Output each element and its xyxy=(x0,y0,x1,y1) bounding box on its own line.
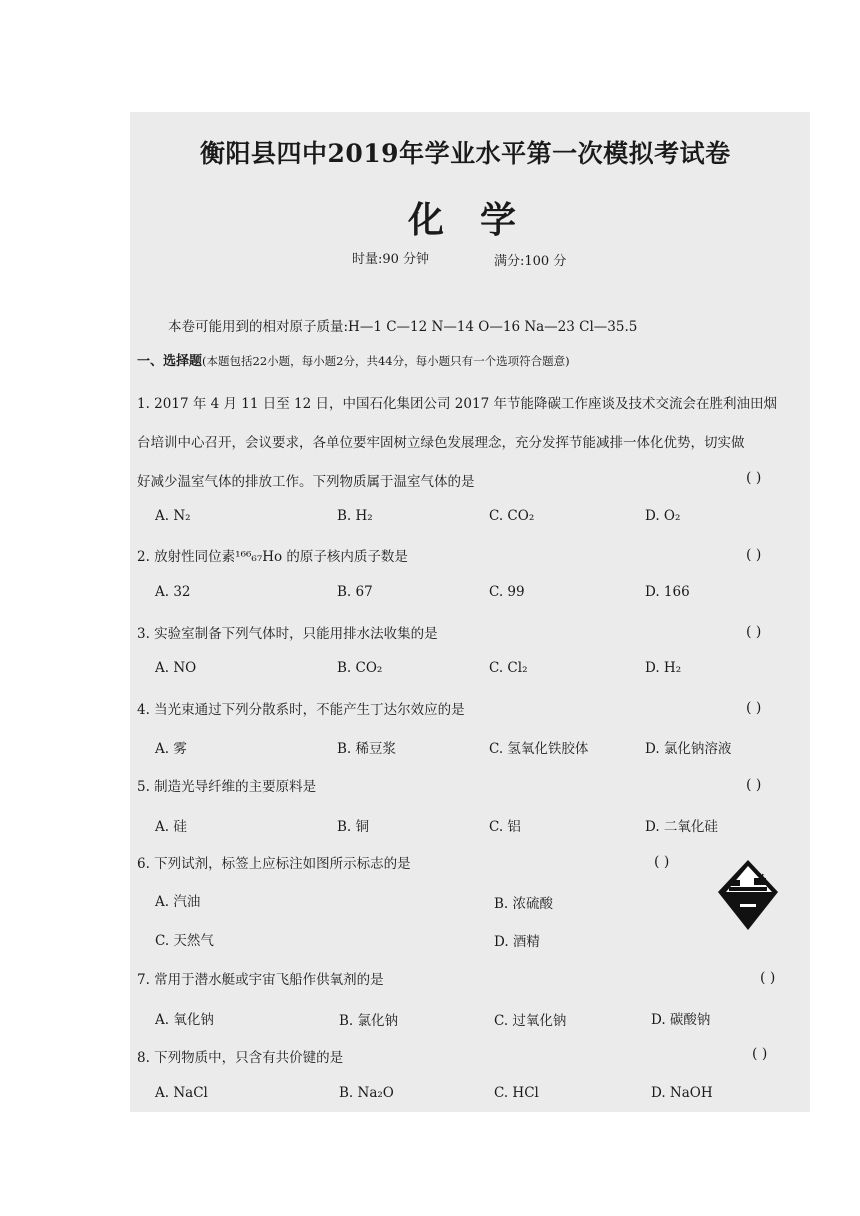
question-2-option-c: C. 99 xyxy=(489,584,525,600)
question-1-option-a: A. N₂ xyxy=(155,508,191,524)
section-title: 一、选择题 xyxy=(137,354,203,369)
question-3-option-b: B. CO₂ xyxy=(337,660,383,676)
question-8-option-a: A. NaCl xyxy=(155,1085,208,1101)
question-7-option-d: D. 碳酸钠 xyxy=(651,1012,711,1028)
question-1-option-d: D. O₂ xyxy=(645,508,681,524)
question-4-answer-blank: ( ) xyxy=(746,700,762,716)
question-5-option-a: A. 硅 xyxy=(155,819,187,835)
question-5-option-d: D. 二氧化硅 xyxy=(645,819,718,835)
question-1-line-1: 1. 2017 年 4 月 11 日至 12 日，中国石化集团公司 2017 年节能降碳工作座谈及技术交流会在胜利油田烟 xyxy=(137,396,777,412)
section-note: (本题包括22小题，每小题2分，共44分，每小题只有一个选项符合题意) xyxy=(202,354,570,368)
question-4-option-c: C. 氢氧化铁胶体 xyxy=(489,741,589,757)
question-2-option-d: D. 166 xyxy=(645,584,690,600)
exam-sheet xyxy=(130,112,810,1112)
question-2-answer-blank: ( ) xyxy=(746,547,762,563)
question-8-option-d: D. NaOH xyxy=(651,1085,713,1101)
question-3-stem: 3. 实验室制备下列气体时，只能用排水法收集的是 xyxy=(137,626,438,642)
question-4-option-b: B. 稀豆浆 xyxy=(337,741,397,757)
question-1-line-2: 台培训中心召开，会议要求，各单位要牢固树立绿色发展理念，充分发挥节能减排一体化优势，切实做 xyxy=(137,435,745,451)
corrosive-sign-icon xyxy=(716,858,780,932)
question-3-option-a: A. NO xyxy=(155,660,197,676)
subject-title: 化学 xyxy=(408,199,553,241)
exam-score: 满分:100 分 xyxy=(494,254,567,269)
section-heading xyxy=(137,350,570,369)
question-8-answer-blank: ( ) xyxy=(752,1046,768,1062)
question-6-stem: 6. 下列试剂，标签上应标注如图所示标志的是 xyxy=(137,856,411,872)
question-4-stem: 4. 当光束通过下列分散系时，不能产生丁达尔效应的是 xyxy=(137,702,465,718)
question-3-option-c: C. Cl₂ xyxy=(489,660,528,676)
question-7-answer-blank: ( ) xyxy=(760,970,776,986)
question-5-answer-blank: ( ) xyxy=(746,777,762,793)
question-1-option-c: C. CO₂ xyxy=(489,508,535,524)
question-8-option-c: C. HCl xyxy=(494,1085,539,1101)
question-3-answer-blank: ( ) xyxy=(746,624,762,640)
exam-title: 衡阳县四中2019年学业水平第一次模拟考试卷 xyxy=(200,139,731,168)
question-3-option-d: D. H₂ xyxy=(645,660,682,676)
exam-time: 时量:90 分钟 xyxy=(352,252,430,267)
question-4-option-a: A. 雾 xyxy=(155,741,187,757)
question-2-option-a: A. 32 xyxy=(155,584,191,600)
question-5-stem: 5. 制造光导纤维的主要原料是 xyxy=(137,779,317,795)
question-5-option-c: C. 铝 xyxy=(489,819,521,835)
question-7-stem: 7. 常用于潜水艇或宇宙飞船作供氧剂的是 xyxy=(137,972,384,988)
question-6-option-c: C. 天然气 xyxy=(155,933,214,949)
question-6-answer-blank: ( ) xyxy=(654,854,670,870)
question-1-line-3: 好减少温室气体的排放工作。下列物质属于温室气体的是 xyxy=(137,474,475,490)
question-8-stem: 8. 下列物质中，只含有共价键的是 xyxy=(137,1050,344,1066)
question-6-option-b: B. 浓硫酸 xyxy=(494,896,554,912)
question-8-option-b: B. Na₂O xyxy=(339,1085,394,1101)
question-5-option-b: B. 铜 xyxy=(337,819,370,835)
question-6-option-d: D. 酒精 xyxy=(494,934,540,950)
question-2-option-b: B. 67 xyxy=(337,584,373,600)
question-2-stem: 2. 放射性同位素¹⁶⁶₆₇Ho 的原子核内质子数是 xyxy=(137,549,408,565)
atomic-masses: 本卷可能用到的相对原子质量:H—1 C—12 N—14 O—16 Na—23 Cl—35.5 xyxy=(168,319,638,335)
question-7-option-c: C. 过氧化钠 xyxy=(494,1013,567,1029)
question-1-answer-blank: ( ) xyxy=(746,470,762,486)
question-1-option-b: B. H₂ xyxy=(337,508,373,524)
question-4-option-d: D. 氯化钠溶液 xyxy=(645,741,732,757)
question-6-option-a: A. 汽油 xyxy=(155,894,201,910)
question-7-option-a: A. 氧化钠 xyxy=(155,1012,214,1028)
question-7-option-b: B. 氯化钠 xyxy=(339,1013,399,1029)
